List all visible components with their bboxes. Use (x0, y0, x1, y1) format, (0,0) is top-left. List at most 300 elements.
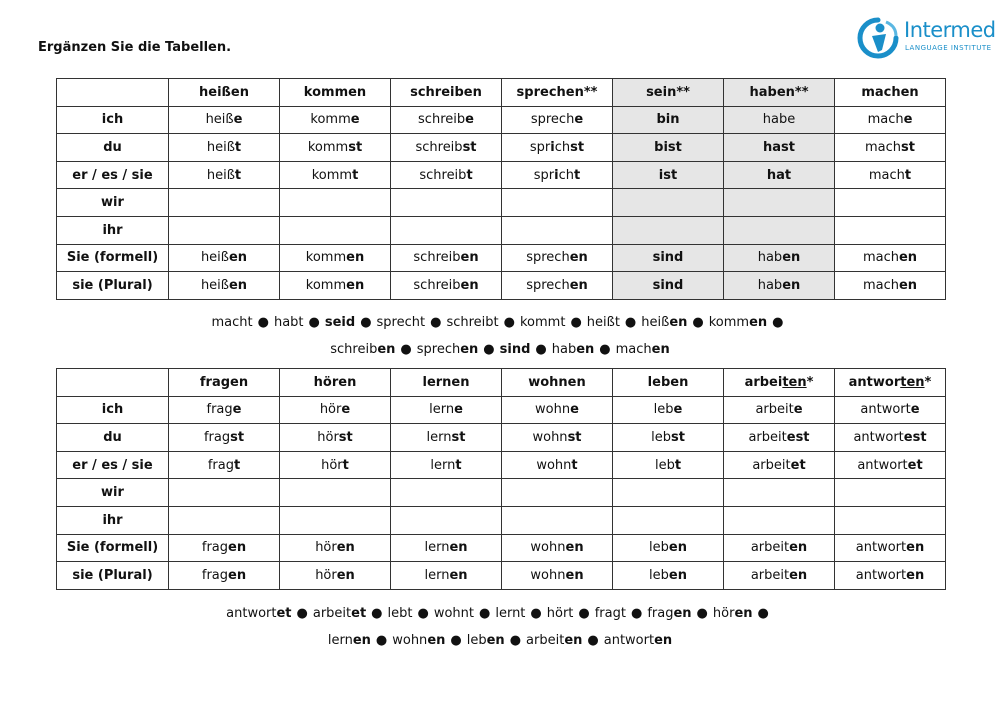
table-row (57, 244, 946, 272)
bold-ending: et (351, 606, 367, 621)
conjugation-cell (502, 424, 613, 452)
blank-answer-cell[interactable] (169, 479, 280, 507)
bold-ending: et (276, 606, 292, 621)
verb-header (835, 79, 946, 107)
stem-text: hören (313, 374, 357, 390)
stem-text: sprech (526, 250, 570, 266)
pronoun-label: du (57, 424, 169, 452)
conjugation-cell (502, 396, 613, 424)
blank-answer-cell[interactable] (502, 506, 613, 534)
pronoun-label: Sie (formell) (57, 534, 169, 562)
stem-text: hör (712, 606, 735, 621)
bold-ending: e (350, 112, 360, 128)
stem-text: sprech (416, 342, 461, 357)
stem-text: schreib (413, 277, 461, 293)
stem-text: frag (206, 402, 233, 418)
stem-text: macht (211, 315, 253, 330)
stem-text: wohn (535, 402, 571, 418)
bold-ending: est (903, 429, 927, 445)
conjugation-cell (613, 424, 724, 452)
word-bank-item (392, 633, 445, 648)
table-row (57, 189, 946, 217)
bullet-separator-icon: ● (696, 606, 708, 621)
bold-ending: st (230, 429, 245, 445)
stem-text: heißen (199, 84, 249, 100)
bold-ending: st (670, 429, 685, 445)
conjugation-cell (502, 562, 613, 590)
bold-ending: st (567, 429, 582, 445)
bullet-separator-icon: ● (630, 606, 643, 621)
conjugation-cell (502, 106, 613, 134)
bullet-separator-icon: ● (375, 633, 388, 648)
bold-ending: en (449, 567, 468, 583)
bold-ending: e (454, 402, 463, 418)
blank-answer-cell[interactable] (169, 506, 280, 534)
bold-ending: en (906, 540, 925, 556)
verb-header (835, 369, 946, 397)
pronoun-label: ihr (57, 506, 169, 534)
bold-ending: en (668, 540, 687, 556)
word-bank-item (388, 606, 413, 621)
bold-ending: en (669, 315, 688, 330)
word-bank-item (328, 633, 371, 648)
bold-ending: st (570, 139, 585, 155)
bold-ending: en (565, 567, 584, 583)
conjugation-cell (391, 272, 502, 300)
bold-ending: e (341, 402, 351, 418)
conjugation-cell (502, 134, 613, 162)
verb-header (724, 79, 835, 107)
blank-answer-cell[interactable] (280, 216, 391, 244)
stem-text: mach (862, 277, 899, 293)
corner-cell (57, 79, 169, 107)
bullet-separator-icon: ● (509, 633, 522, 648)
blank-answer-cell[interactable] (502, 479, 613, 507)
stem-text: antwort (860, 402, 911, 418)
verb-header (169, 79, 280, 107)
header-row (57, 369, 946, 397)
word-bank-1-line-2 (0, 342, 1000, 357)
conjugation-cell (613, 134, 724, 162)
bullet-separator-icon: ● (530, 606, 542, 621)
pronoun-label: wir (57, 189, 169, 217)
stem-text: komm (311, 167, 353, 183)
stem-text: lebt (387, 606, 413, 621)
stem-text: leb (654, 457, 675, 473)
bold-ending: en (906, 567, 925, 583)
word-bank-item (616, 342, 670, 357)
table-row (57, 161, 946, 189)
stem-text: leb (649, 540, 669, 556)
table-row (57, 506, 946, 534)
conjugation-cell (280, 106, 391, 134)
bold-ending: en (654, 633, 673, 648)
stem-text: sprech (530, 112, 575, 128)
stem-text: spr (529, 139, 551, 155)
bold-ending: en (569, 250, 588, 266)
bold-ending: i (554, 167, 559, 183)
bold-ending: t (233, 457, 241, 473)
stem-text: ch (558, 167, 574, 183)
stem-text: antwort (603, 633, 655, 648)
conjugation-cell (391, 451, 502, 479)
underlined-ending: ten (900, 374, 925, 390)
stem-text: hör (319, 402, 342, 418)
blank-answer-cell[interactable] (724, 189, 835, 217)
bold-ending: en (668, 567, 687, 583)
bold-ending: en (789, 567, 808, 583)
conjugation-cell (724, 134, 835, 162)
bold-ending: t (234, 167, 242, 183)
blank-answer-cell[interactable] (613, 216, 724, 244)
bold-ending: en (734, 606, 753, 621)
stem-text: frag (647, 606, 674, 621)
stem-text: hör (315, 540, 337, 556)
stem-text: heiß (641, 315, 670, 330)
bold-ending: en (228, 250, 248, 266)
stem-text: sprech (526, 277, 570, 293)
bullet-separator-icon: ● (371, 606, 383, 621)
conjugation-cell (724, 534, 835, 562)
stem-text: antwort (226, 606, 277, 621)
stem-text: hab (551, 342, 577, 357)
bold-ending: et (907, 457, 923, 473)
bold-ending: en (352, 633, 371, 648)
bullet-separator-icon: ● (587, 633, 599, 648)
blank-answer-cell[interactable] (613, 479, 724, 507)
bullet-separator-icon: ● (257, 315, 269, 330)
bold-ending: en (564, 633, 583, 648)
blank-answer-cell[interactable] (502, 189, 613, 217)
stem-text: antwor (848, 374, 901, 390)
bullet-separator-icon: ● (503, 315, 515, 330)
stem-text: heiß (205, 112, 234, 128)
bold-ending: en (749, 315, 768, 330)
bold-ending: e (465, 112, 474, 128)
stem-text: heiß (206, 139, 235, 155)
stem-text: mach (867, 112, 904, 128)
word-bank-item (325, 315, 355, 330)
table-row (57, 534, 946, 562)
stem-text: leb (649, 567, 669, 583)
bold-ending: t (571, 457, 578, 473)
blank-answer-cell[interactable] (724, 479, 835, 507)
bold-ending: en (565, 540, 584, 556)
blank-answer-cell[interactable] (724, 506, 835, 534)
bold-ending: e (233, 112, 243, 128)
stem-text: heiß (200, 250, 229, 266)
bold-ending: en (228, 277, 248, 293)
bold-ending: st (338, 429, 353, 445)
blank-answer-cell[interactable] (280, 479, 391, 507)
worksheet-title: Ergänzen Sie die Tabellen. (38, 40, 232, 55)
blank-answer-cell[interactable] (835, 506, 946, 534)
conjugation-cell (835, 424, 946, 452)
bold-ending: en (782, 250, 801, 266)
stem-text: arbeit (526, 633, 565, 648)
word-bank-2-line-1 (0, 606, 1000, 621)
stem-text: komm (708, 315, 750, 330)
conjugation-cell (391, 424, 502, 452)
stem-text: wohn (532, 429, 568, 445)
bold-ending: hat (766, 167, 792, 183)
stem-text: lernen (422, 374, 470, 390)
table-row (57, 134, 946, 162)
bold-ending: en (228, 567, 247, 583)
verb-header (280, 369, 391, 397)
conjugation-cell (169, 424, 280, 452)
blank-answer-cell[interactable] (280, 506, 391, 534)
word-bank-item (500, 342, 531, 357)
stem-text: habt (273, 315, 304, 330)
conjugation-cell (613, 106, 724, 134)
pronoun-label: sie (Plural) (57, 562, 169, 590)
bold-ending: st (901, 139, 915, 155)
stem-text: lern (430, 457, 456, 473)
bold-ending: et (790, 457, 806, 473)
blank-answer-cell[interactable] (391, 216, 502, 244)
bold-ending: e (910, 402, 920, 418)
stem-text: wohn (530, 540, 566, 556)
blank-answer-cell[interactable] (391, 506, 502, 534)
stem-text: schreib (418, 112, 466, 128)
word-bank-item (709, 315, 767, 330)
word-bank-item (377, 315, 426, 330)
bold-ending: seid (324, 315, 356, 330)
bold-ending: en (898, 277, 918, 293)
stem-text: hör (321, 457, 343, 473)
word-bank-item (330, 342, 395, 357)
conjugation-cell (391, 534, 502, 562)
logo-subtitle: LANGUAGE INSTITUTE (905, 44, 992, 52)
word-bank-item (641, 315, 687, 330)
conjugation-cell (280, 562, 391, 590)
stem-text: arbei (744, 374, 783, 390)
word-bank-item (520, 315, 565, 330)
bullet-separator-icon: ● (450, 633, 462, 648)
stem-text: komm (310, 112, 351, 128)
conjugation-cell (169, 396, 280, 424)
conjugation-cell (724, 161, 835, 189)
word-bank-item (547, 606, 574, 621)
table-row (57, 562, 946, 590)
stem-text: frag (201, 567, 229, 583)
bold-ending: bin (656, 112, 680, 128)
bold-ending: st (348, 139, 363, 155)
verb-header (613, 79, 724, 107)
conjugation-cell (724, 272, 835, 300)
bold-ending: e (574, 112, 584, 128)
bullet-separator-icon: ● (483, 342, 495, 357)
stem-text: lern (426, 429, 452, 445)
intermed-logo (856, 16, 996, 60)
bold-ending: en (486, 633, 505, 648)
stem-text: hab (757, 250, 783, 266)
table-row (57, 451, 946, 479)
bold-ending: en (228, 540, 247, 556)
conjugation-cell (613, 161, 724, 189)
bold-ending: en (576, 342, 595, 357)
conjugation-cell (391, 161, 502, 189)
stem-text: schreib (330, 342, 378, 357)
bold-ending: e (673, 402, 683, 418)
stem-text: arbeit (755, 402, 794, 418)
conjugation-cell (169, 534, 280, 562)
conjugation-cell (835, 451, 946, 479)
blank-answer-cell[interactable] (169, 216, 280, 244)
verb-header (391, 79, 502, 107)
stem-text: hört (546, 606, 574, 621)
conjugation-cell (280, 396, 391, 424)
word-bank-item (595, 606, 626, 621)
word-bank-item (434, 606, 474, 621)
bold-ending: st (451, 429, 466, 445)
blank-answer-cell[interactable] (835, 216, 946, 244)
blank-answer-cell[interactable] (502, 216, 613, 244)
conjugation-cell (169, 272, 280, 300)
conjugation-cell (502, 451, 613, 479)
conjugation-cell (724, 451, 835, 479)
stem-text: komm (305, 250, 347, 266)
conjugation-cell (169, 134, 280, 162)
bold-ending: en (460, 342, 479, 357)
stem-text: wohn (536, 457, 572, 473)
conjugation-cell (169, 106, 280, 134)
blank-answer-cell[interactable] (835, 189, 946, 217)
pronoun-label: er / es / sie (57, 451, 169, 479)
bullet-separator-icon: ● (772, 315, 784, 330)
stem-text: hab (757, 277, 783, 293)
conjugation-cell (391, 244, 502, 272)
stem-text: antwort (857, 457, 908, 473)
conjugation-cell (613, 534, 724, 562)
stem-text: wohn (392, 633, 428, 648)
stem-text: hör (315, 567, 337, 583)
stem-text: * (806, 374, 814, 390)
bold-ending: en (789, 540, 808, 556)
blank-answer-cell[interactable] (391, 189, 502, 217)
bullet-separator-icon: ● (624, 315, 637, 330)
bold-ending: en (346, 250, 365, 266)
bold-ending: t (234, 139, 242, 155)
stem-text: komm (307, 139, 349, 155)
blank-answer-cell[interactable] (391, 479, 502, 507)
stem-text: lern (327, 633, 353, 648)
header-row (57, 79, 946, 107)
stem-text: haben** (749, 84, 809, 100)
corner-cell (57, 369, 169, 397)
bullet-separator-icon: ● (360, 315, 372, 330)
conjugation-cell (502, 272, 613, 300)
person-circle-logo-icon (856, 16, 900, 60)
bullet-separator-icon: ● (692, 315, 704, 330)
bold-ending: sind (652, 277, 684, 293)
pronoun-label: er / es / sie (57, 161, 169, 189)
word-bank-item (211, 315, 252, 330)
stem-text: mach (862, 250, 899, 266)
blank-answer-cell[interactable] (613, 189, 724, 217)
stem-text: lern (429, 402, 455, 418)
stem-text: leben (647, 374, 689, 390)
conjugation-cell (835, 562, 946, 590)
bold-ending: t (674, 457, 682, 473)
conjugation-cell (724, 424, 835, 452)
bullet-separator-icon: ● (400, 342, 412, 357)
stem-text: sprechen** (516, 84, 598, 100)
conjugation-cell (835, 396, 946, 424)
conjugation-cell (724, 562, 835, 590)
bold-ending: hast (763, 139, 795, 155)
verb-table-1 (56, 78, 946, 300)
bold-ending: en (427, 633, 446, 648)
conjugation-cell (169, 562, 280, 590)
word-bank-item (713, 606, 753, 621)
stem-text: hör (317, 429, 339, 445)
stem-text: antwort (853, 429, 904, 445)
conjugation-cell (502, 161, 613, 189)
stem-text: spr (533, 167, 555, 183)
stem-text: schreib (419, 167, 467, 183)
conjugation-cell (502, 244, 613, 272)
verb-header (613, 369, 724, 397)
conjugation-cell (391, 396, 502, 424)
stem-text: frag (203, 429, 231, 445)
blank-answer-cell[interactable] (613, 506, 724, 534)
blank-answer-cell[interactable] (169, 189, 280, 217)
stem-text: mach (868, 167, 905, 183)
verb-header (169, 369, 280, 397)
verb-header (724, 369, 835, 397)
bullet-separator-icon: ● (757, 606, 769, 621)
word-bank-item (552, 342, 595, 357)
underlined-ending: ten (782, 374, 807, 390)
word-bank-item (647, 606, 691, 621)
bold-ending: t (466, 167, 473, 183)
conjugation-cell (391, 106, 502, 134)
verb-table-2 (56, 368, 946, 590)
conjugation-cell (280, 451, 391, 479)
stem-text: sprecht (376, 315, 426, 330)
bullet-separator-icon: ● (296, 606, 308, 621)
verb-header (391, 369, 502, 397)
bold-ending: est (786, 429, 810, 445)
conjugation-cell (835, 134, 946, 162)
bold-ending: t (455, 457, 462, 473)
word-bank-item (446, 315, 498, 330)
stem-text: lernt (495, 606, 526, 621)
conjugation-cell (280, 534, 391, 562)
table-row (57, 216, 946, 244)
stem-text: leb (653, 402, 674, 418)
word-bank-item (604, 633, 672, 648)
conjugation-cell (502, 534, 613, 562)
pronoun-label: ihr (57, 216, 169, 244)
bold-ending: en (782, 277, 801, 293)
pronoun-label: ich (57, 396, 169, 424)
table-row (57, 424, 946, 452)
stem-text: leb (466, 633, 487, 648)
blank-answer-cell[interactable] (280, 189, 391, 217)
bold-ending: t (342, 457, 349, 473)
bold-ending: bist (654, 139, 682, 155)
blank-answer-cell[interactable] (724, 216, 835, 244)
blank-answer-cell[interactable] (835, 479, 946, 507)
stem-text: kommt (519, 315, 566, 330)
table-row (57, 106, 946, 134)
bold-ending: en (569, 277, 588, 293)
word-bank-2-line-2 (0, 633, 1000, 648)
table-row (57, 479, 946, 507)
